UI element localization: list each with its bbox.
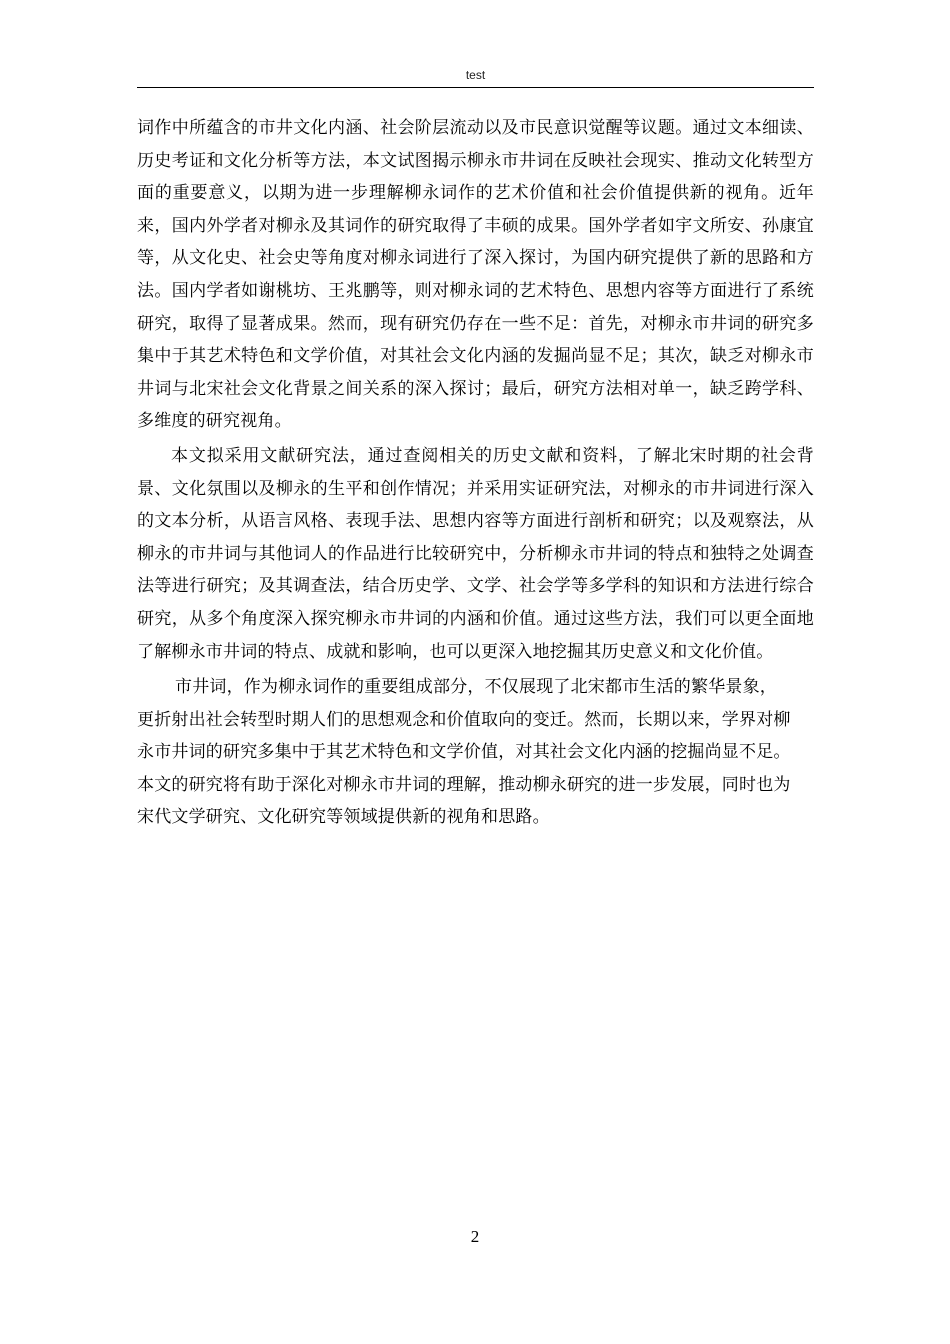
header-divider [137,87,814,88]
paragraph-1: 词作中所蕴含的市井文化内涵、社会阶层流动以及市民意识觉醒等议题。通过文本细读、历史考证和文化分析等方法，本文试图揭示柳永市井词在反映社会现实、推动文化转型方面的重要意义，以期为进一步理解柳永词作的艺术价值和社会价值提供新的视角。近年来，国内外学者对柳永及其词作的研究取得了丰硕的成果。国外学者如宇文所安、孙康宜等，从文化史、社会史等角度对柳永词进行了深入探讨，为国内研究提供了新的思路和方法。国内学者如谢桃坊、王兆鹏等，则对柳永词的艺术特色、思想内容等方面进行了系统研究，取得了显著成果。然而，现有研究仍存在一些不足：首先，对柳永市井词的研究多集中于其艺术特色和文学价值，对其社会文化内涵的发掘尚显不足；其次，缺乏对柳永市井词与北宋社会文化背景之间关系的深入探讨；最后，研究方法相对单一，缺乏跨学科、多维度的研究视角。 [137,118,814,432]
page-header: test [465,68,486,82]
page-number: 2 [470,1227,480,1246]
paragraph-3: 市井词，作为柳永词作的重要组成部分，不仅展现了北宋都市生活的繁华景象，更折射出社会转型时期人们的思想观念和价值取向的变迁。然而，长期以来，学界对柳永市井词的研究多集中于其艺术特色和文学价值，对其社会文化内涵的挖掘尚显不足。本文的研究将有助于深化对柳永市井词的理解，推动柳永研究的进一步发展，同时也为宋代文学研究、文化研究等领域提供新的视角和思路。 [137,677,791,828]
body-text [137,112,814,834]
paragraph-2: 本文拟采用文献研究法，通过查阅相关的历史文献和资料，了解北宋时期的社会背景、文化氛围以及柳永的生平和创作情况；并采用实证研究法，对柳永的市井词进行深入的文本分析，从语言风格、表现手法、思想内容等方面进行剖析和研究；以及观察法，从柳永的市井词与其他词人的作品进行比较研究中，分析柳永市井词的特点和独特之处调查法等进行研究；及其调查法，结合历史学、文学、社会学等多学科的知识和方法进行综合研究，从多个角度深入探究柳永市井词的内涵和价值。通过这些方法，我们可以更全面地了解柳永市井词的特点、成就和影响，也可以更深入地挖掘其历史意义和文化价值。 [137,445,814,662]
